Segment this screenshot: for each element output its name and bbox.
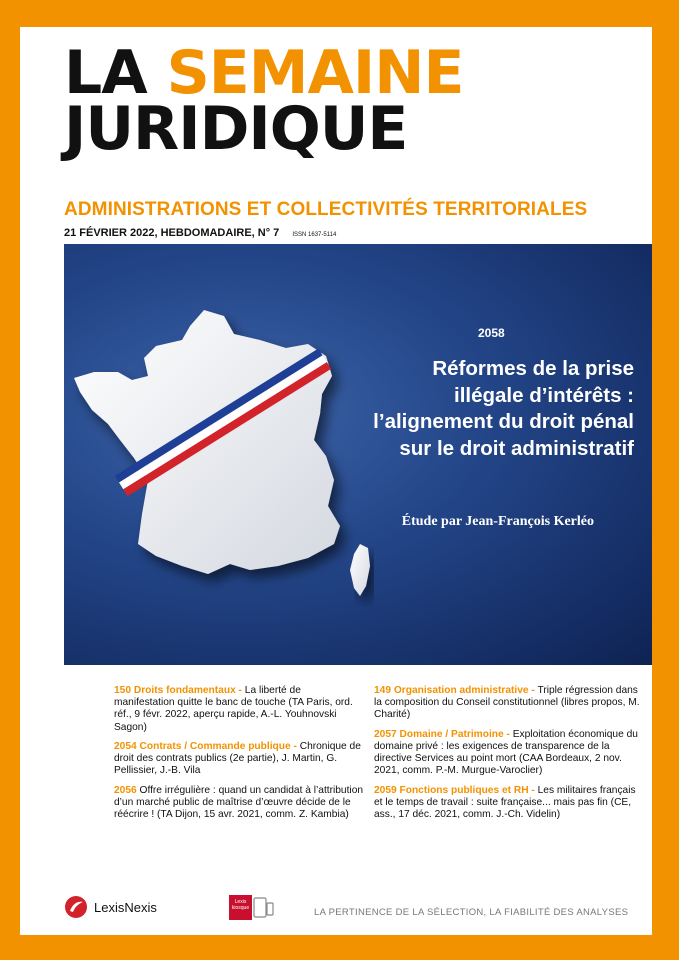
toc-num: 149 bbox=[374, 685, 391, 696]
lexis-kiosque-logo[interactable] bbox=[229, 895, 274, 920]
kiosque-bottom: kiosque bbox=[231, 905, 250, 911]
toc-category: Contrats / Commande publique - bbox=[139, 740, 297, 752]
toc-num: 150 bbox=[114, 685, 131, 696]
feature-hero[interactable] bbox=[64, 244, 652, 665]
title-line: Réformes de la prise bbox=[432, 357, 634, 380]
lexisnexis-logo[interactable] bbox=[64, 895, 157, 919]
toc-item[interactable] bbox=[374, 685, 644, 722]
toc-item[interactable] bbox=[374, 785, 644, 822]
toc-item[interactable] bbox=[114, 685, 364, 734]
toc-text: Les militaires français et le temps de travail : suite française... mais pas fin (CE, ass., 17 déc. 2021, comm. J.-Ch. Videlin) bbox=[374, 784, 636, 821]
lexisnexis-emblem-icon bbox=[64, 895, 88, 919]
toc-category: Domaine / Patrimoine - bbox=[399, 728, 510, 740]
article-number: 2058 bbox=[478, 326, 505, 340]
toc-item[interactable] bbox=[114, 741, 364, 778]
footer-tagline: LA PERTINENCE DE LA SÉLECTION, LA FIABILITÉ DES ANALYSES bbox=[314, 907, 629, 918]
masthead-juridique: JURIDIQUE bbox=[64, 94, 408, 164]
article-title[interactable] bbox=[274, 356, 634, 463]
edition-date: 21 FÉVRIER 2022, HEBDOMADAIRE, N° 7 bbox=[64, 227, 280, 239]
masthead-semaine: SEMAINE bbox=[166, 38, 464, 108]
devices-icon bbox=[252, 895, 274, 920]
masthead bbox=[64, 38, 464, 164]
toc-num: 2056 bbox=[114, 784, 137, 796]
kiosque-badge bbox=[229, 895, 252, 920]
article-author: Étude par Jean-François Kerléo bbox=[401, 514, 594, 529]
title-line: illégale d’intérêts : bbox=[454, 383, 634, 407]
kiosque-top: Lexis bbox=[234, 899, 247, 905]
magazine-cover bbox=[20, 27, 652, 935]
publisher-name: LexisNexis bbox=[94, 899, 157, 915]
toc-num: 2054 bbox=[114, 740, 137, 752]
toc-num: 2059 bbox=[374, 784, 397, 796]
toc-item[interactable] bbox=[374, 729, 644, 778]
issn: ISSN 1637-5114 bbox=[292, 232, 337, 238]
masthead-la: LA bbox=[64, 38, 147, 108]
toc-item[interactable] bbox=[114, 785, 364, 822]
toc-right-column bbox=[374, 685, 644, 828]
toc-category: Droits fondamentaux - bbox=[133, 685, 242, 696]
toc-text: Triple régression dans la composition du Conseil constitutionnel (libres propos, M. Charité) bbox=[374, 685, 640, 721]
toc-text: Exploitation économique du domaine privé : les exigences de transparence de la directive Services au point mort (CAA Bordeaux, 2 nov. 2021, comm. P.-M. Murgue-Varoclier) bbox=[374, 728, 638, 777]
edition-dateline bbox=[64, 227, 336, 239]
title-line: sur le droit administratif bbox=[399, 436, 634, 460]
toc-left-column bbox=[114, 685, 364, 828]
toc-text: Offre irrégulière : quand un candidat à l’attribution d’un marché public de maîtrise d’œuvre décide de le réécrire ! (TA Dijon, 15 avr. 2021, comm. Z. Kambia) bbox=[114, 784, 364, 821]
corsica-shape bbox=[350, 544, 370, 596]
toc-num: 2057 bbox=[374, 728, 397, 740]
toc-category: Organisation administrative - bbox=[393, 685, 535, 696]
toc-text: La liberté de manifestation quitte le banc de touche (TA Paris, ord. réf., 9 févr. 2022, aperçu rapide, A.-L. Youhnovski Sagon) bbox=[114, 685, 353, 733]
title-line: l’alignement du droit pénal bbox=[373, 410, 634, 434]
toc-text: Chronique de droit des contrats publics (2e partie), J. Martin, G. Pellissier, J.-B. Vila bbox=[114, 740, 361, 777]
toc-category: Fonctions publiques et RH - bbox=[399, 784, 535, 796]
edition-subtitle: ADMINISTRATIONS ET COLLECTIVITÉS TERRITORIALES bbox=[64, 199, 588, 220]
